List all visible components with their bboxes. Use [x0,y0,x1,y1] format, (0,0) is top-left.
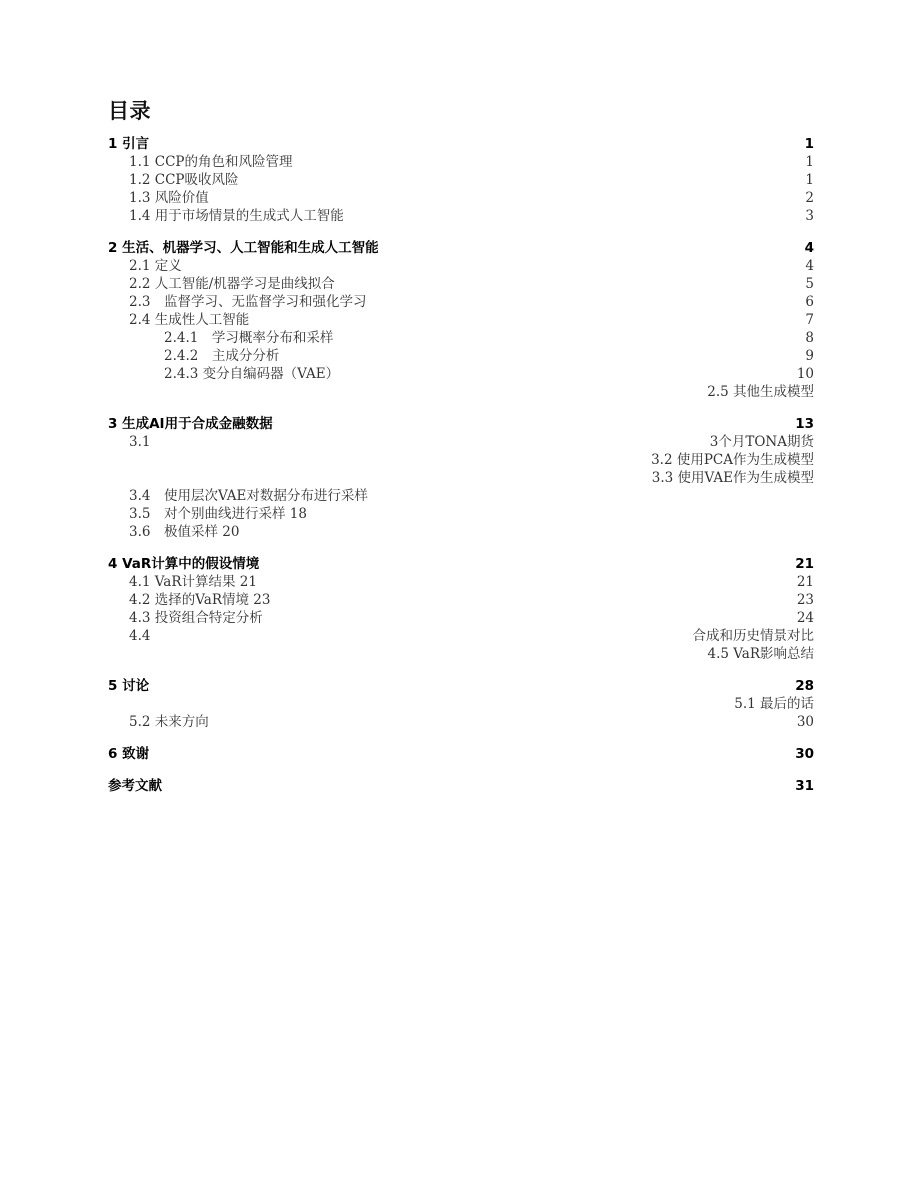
toc-entry-page: 1 [805,172,814,188]
toc-entry[interactable] [108,573,814,591]
toc-entry-page: 5 [805,276,814,292]
toc-entry[interactable] [108,275,814,293]
toc-heading-page: 31 [795,778,814,794]
toc-entry-title: 2.1 定义 [129,258,182,274]
toc-entry-page: 3 [805,208,814,224]
toc-entry-title: 5.2 未来方向 [129,714,209,730]
toc-entry-page: 6 [805,294,814,310]
toc-entry[interactable] [108,523,814,541]
toc-entry-page: 5.1 最后的话 [734,696,814,712]
toc-entry[interactable] [108,451,814,469]
toc-entry[interactable] [108,695,814,713]
toc-entry-page: 10 [796,366,814,382]
toc-entry[interactable] [108,257,814,275]
toc-entry[interactable] [108,627,814,645]
toc-heading-title: 1 引言 [108,136,150,152]
toc-entry[interactable] [108,645,814,663]
toc-entry-title: 2.4.2 主成分分析 [164,348,280,364]
toc-entry[interactable] [108,383,814,401]
toc-entry-page: 2 [805,190,814,206]
toc-entry-title: 3.4 使用层次VAE对数据分布进行采样 [129,488,368,504]
toc-section [108,777,814,795]
toc-entry-page: 1 [805,154,814,170]
toc-heading-title: 4 VaR计算中的假设情境 [108,556,260,572]
toc-entry-page: 9 [805,348,814,364]
toc-entry-title: 1.2 CCP吸收风险 [129,172,239,188]
toc-heading[interactable] [108,239,814,257]
toc-entry-title: 2.3 监督学习、无监督学习和强化学习 [129,294,367,310]
toc-entry-page: 21 [796,574,814,590]
toc-entry-title: 1.3 风险价值 [129,190,209,206]
toc-heading[interactable] [108,745,814,763]
toc-entry-page: 30 [796,714,814,730]
toc-entry[interactable] [108,329,814,347]
toc-entry[interactable] [108,311,814,329]
toc-entry[interactable] [108,365,814,383]
toc-section [108,239,814,401]
toc-heading-page: 28 [795,678,814,694]
toc-entry-page: 7 [805,312,814,328]
toc-section [108,555,814,663]
toc-entry[interactable] [108,609,814,627]
toc-entry-page: 2.5 其他生成模型 [707,384,814,400]
toc-entry[interactable] [108,591,814,609]
toc-entry-title: 1.1 CCP的角色和风险管理 [129,154,293,170]
toc-entry[interactable] [108,713,814,731]
toc-heading-page: 21 [795,556,814,572]
toc-entry-page: 合成和历史情景对比 [692,628,814,644]
toc-entry-page: 4.5 VaR影响总结 [707,646,814,662]
toc-entry-page: 4 [805,258,814,274]
toc-entry-title: 2.2 人工智能/机器学习是曲线拟合 [129,276,335,292]
toc-heading[interactable] [108,777,814,795]
toc-entry[interactable] [108,505,814,523]
toc-heading-page: 1 [804,136,814,152]
toc-entry[interactable] [108,207,814,225]
toc-entry-title: 3.5 对个别曲线进行采样 18 [129,506,307,522]
toc-section [108,745,814,763]
toc-heading[interactable] [108,135,814,153]
toc-entry-page: 3个月TONA期货 [709,434,814,450]
toc-heading-page: 4 [804,240,814,256]
toc-heading-page: 30 [795,746,814,762]
document-page [108,96,814,809]
toc-entry-title: 1.4 用于市场情景的生成式人工智能 [129,208,344,224]
toc-section [108,415,814,541]
toc-heading-page: 13 [795,416,814,432]
toc-entry-page: 8 [805,330,814,346]
toc-entry[interactable] [108,153,814,171]
toc-title: 目录 [108,99,151,123]
toc-entry[interactable] [108,487,814,505]
toc-heading[interactable] [108,555,814,573]
toc-entry[interactable] [108,347,814,365]
toc-entry-page: 24 [796,610,814,626]
toc-heading-title: 参考文献 [108,778,162,794]
toc-entry[interactable] [108,293,814,311]
toc-entry-title: 4.2 选择的VaR情境 23 [129,592,271,608]
toc-heading-title: 5 讨论 [108,678,150,694]
toc-entry-page: 3.3 使用VAE作为生成模型 [651,470,814,486]
toc-entry-title: 2.4.1 学习概率分布和采样 [164,330,334,346]
toc-heading-title: 2 生活、机器学习、人工智能和生成人工智能 [108,240,379,256]
toc-heading[interactable] [108,415,814,433]
toc-section [108,677,814,731]
toc-heading-title: 6 致谢 [108,746,150,762]
toc-entry[interactable] [108,171,814,189]
toc-entry-title: 4.3 投资组合特定分析 [129,610,263,626]
toc-entry[interactable] [108,469,814,487]
toc-section [108,135,814,225]
toc-entry-title: 2.4 生成性人工智能 [129,312,250,328]
toc-entry[interactable] [108,433,814,451]
toc-entry[interactable] [108,189,814,207]
table-of-contents [108,135,814,795]
toc-entry-title: 2.4.3 变分自编码器（VAE） [164,366,340,382]
toc-heading-title: 3 生成AI用于合成金融数据 [108,416,273,432]
toc-entry-title: 4.1 VaR计算结果 21 [129,574,257,590]
toc-entry-page: 23 [796,592,814,608]
toc-entry-title: 4.4 [129,628,151,644]
toc-entry-page: 3.2 使用PCA作为生成模型 [651,452,814,468]
toc-entry-title: 3.6 极值采样 20 [129,524,240,540]
toc-entry-title: 3.1 [129,434,151,450]
toc-heading[interactable] [108,677,814,695]
